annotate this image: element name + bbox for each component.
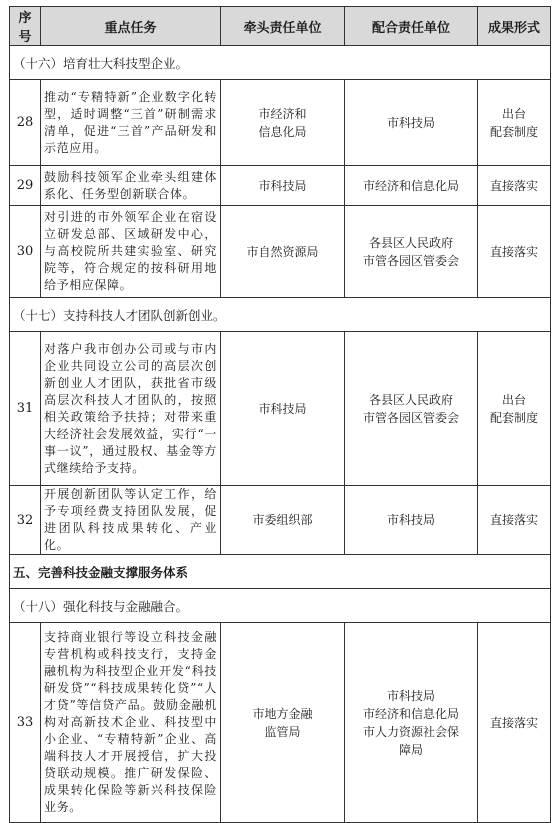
row-number: 28 <box>10 80 41 166</box>
row-number: 31 <box>10 332 41 486</box>
section-row <box>10 555 551 589</box>
row-output-form: 直接落实 <box>478 486 551 555</box>
table-row <box>10 486 551 555</box>
subsection-title: （十七）支持科技人才团队创新创业。 <box>10 298 551 332</box>
row-output-form: 直接落实 <box>478 206 551 298</box>
row-lead-unit: 市委组织部 <box>221 486 345 555</box>
table-row <box>10 332 551 486</box>
row-lead-unit: 市科技局 <box>221 166 345 206</box>
row-output-form: 直接落实 <box>478 623 551 823</box>
row-coop-unit: 市科技局 市经济和信息化局 市人力资源社会保 障局 <box>345 623 478 823</box>
subsection-row <box>10 46 551 80</box>
section-title: 五、完善科技金融支撑服务体系 <box>10 555 551 589</box>
subsection-title: （十八）强化科技与金融融合。 <box>10 589 551 623</box>
table-row <box>10 80 551 166</box>
row-lead-unit: 市自然资源局 <box>221 206 345 298</box>
task-table <box>9 6 551 823</box>
table-row <box>10 166 551 206</box>
row-coop-unit: 各县区人民政府 市管各园区管委会 <box>345 332 478 486</box>
row-coop-unit: 市科技局 <box>345 80 478 166</box>
row-task: 开展创新团队等认定工作，给予专项经费支持团队发展，促进团队科技成果转化、产业化。 <box>41 486 221 555</box>
row-output-form: 直接落实 <box>478 166 551 206</box>
row-number: 33 <box>10 623 41 823</box>
row-task: 对落户我市创办公司或与市内企业共同设立公司的高层次创新创业人才团队，获批省市级高层次科技人才团队的，按照相关政策给予扶持；对带来重大经济社会发展效益，实行“一事一议”，通过股权、基金等方式继续给予支持。 <box>41 332 221 486</box>
subsection-row <box>10 589 551 623</box>
header-no: 序号 <box>10 7 41 46</box>
row-lead-unit: 市科技局 <box>221 332 345 486</box>
row-number: 29 <box>10 166 41 206</box>
row-lead-unit: 市经济和 信息化局 <box>221 80 345 166</box>
row-task: 对引进的市外领军企业在宿设立研发总部、区域研发中心，与高校院所共建实验室、研究院等，符合规定的按科研用地给予相应保障。 <box>41 206 221 298</box>
header-task: 重点任务 <box>41 7 221 46</box>
header-coop-unit: 配合责任单位 <box>345 7 478 46</box>
row-lead-unit: 市地方金融 监管局 <box>221 623 345 823</box>
row-coop-unit: 市科技局 <box>345 486 478 555</box>
header-lead-unit: 牵头责任单位 <box>221 7 345 46</box>
row-output-form: 出台 配套制度 <box>478 332 551 486</box>
row-output-form: 出台 配套制度 <box>478 80 551 166</box>
subsection-title: （十六）培育壮大科技型企业。 <box>10 46 551 80</box>
row-number: 30 <box>10 206 41 298</box>
row-coop-unit: 各县区人民政府 市管各园区管委会 <box>345 206 478 298</box>
row-task: 推动“专精特新”企业数字化转型，适时调整“三首”研制需求清单，促进“三首”产品研发和示范应用。 <box>41 80 221 166</box>
table-header-row <box>10 7 551 46</box>
table-row <box>10 623 551 823</box>
table-row <box>10 206 551 298</box>
subsection-row <box>10 298 551 332</box>
header-output-form: 成果形式 <box>478 7 551 46</box>
row-number: 32 <box>10 486 41 555</box>
row-coop-unit: 市经济和信息化局 <box>345 166 478 206</box>
row-task: 支持商业银行等设立科技金融专营机构或科技支行，支持金融机构为科技型企业开发“科技研发贷”“科技成果转化贷”“人才贷”等信贷产品。鼓励金融机构对高新技术企业、科技型中小企业、“专精特新”企业、高端科技人才开展授信，扩大投贷联动规模。推广研发保险、成果转化保险等新兴科技保险业务。 <box>41 623 221 823</box>
row-task: 鼓励科技领军企业牵头组建体系化、任务型创新联合体。 <box>41 166 221 206</box>
